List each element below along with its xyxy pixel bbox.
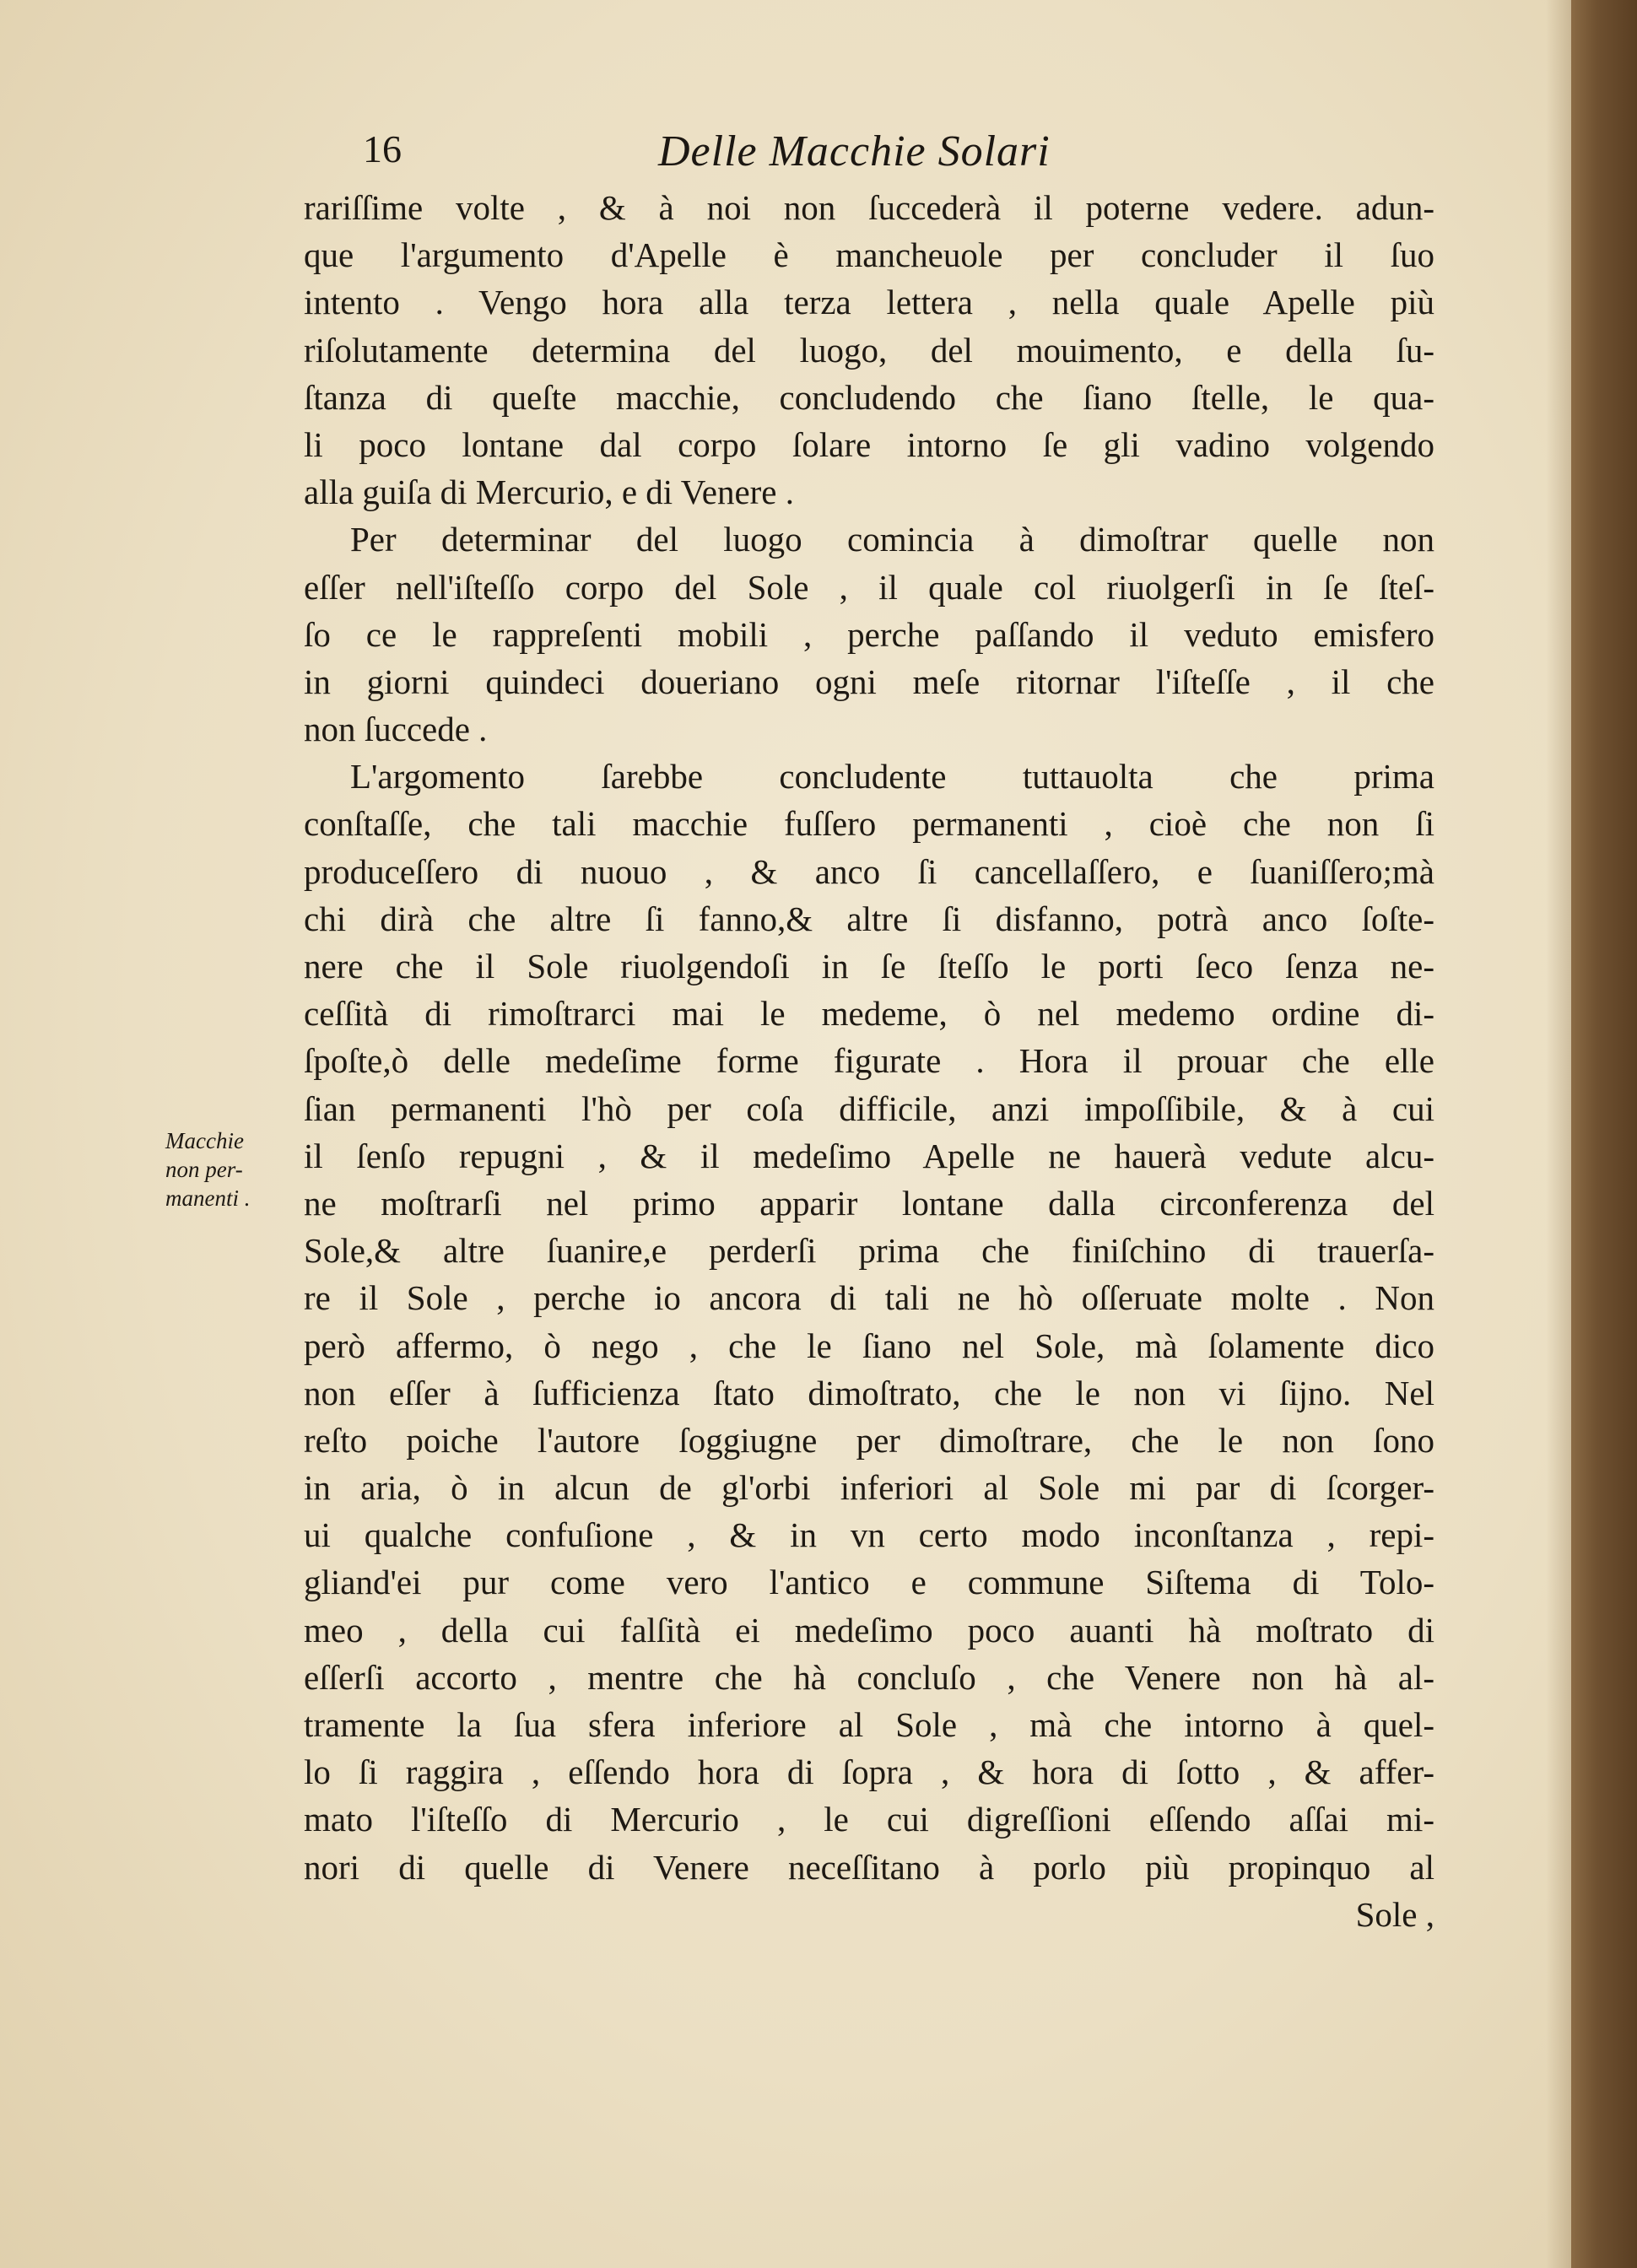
page-number: 16 [363,127,402,170]
text-line: tramente la ſua sfera inferiore al Sole , mà che intorno à quel- [304,1705,1434,1744]
text-line: li poco lontane dal corpo ſolare intorno ſe gli vadino volgendo [304,424,1434,464]
text-line: conſtaſſe, che tali macchie fuſſero permanenti , cioè che non ſi [304,804,1434,844]
text-line: alla guiſa di Mercurio, e di Venere . [304,472,795,512]
text-line: rariſſime volte , & à noi non ſuccederà il poterne vedere. adun- [304,188,1434,227]
body-text [304,184,1434,1938]
text-line: in aria, ò in alcun de gl'orbi inferiori al Sole mi par di ſcorger- [304,1468,1434,1508]
text-line: mato l'iſteſſo di Mercurio , le cui digreſſioni eſſendo aſſai mi- [304,1800,1434,1839]
text-line: nori di quelle di Venere neceſſitano à porlo più propinquo al [304,1847,1434,1887]
text-line: il ſenſo repugni , & il medeſimo Apelle ne hauerà vedute alcu- [304,1136,1434,1175]
text-line: produceſſero di nuouo , & anco ſi cancellaſſero, e ſuaniſſero;mà [304,851,1434,891]
text-line: ſo ce le rappreſenti mobili , perche paſſando il veduto emisfero [304,614,1434,654]
text-line: ſtanza di queſte macchie, concludendo che ſiano ſtelle, le qua- [304,377,1434,417]
marginal-note-line: non per- [165,1157,243,1182]
text-line: Sole,& altre ſuanire,e perderſi prima che finiſchino di trauerſa- [304,1231,1434,1271]
text-line: reſto poiche l'autore ſoggiugne per dimoſtrare, che le non ſono [304,1420,1434,1460]
marginal-note-line: manenti . [165,1185,251,1211]
text-line: que l'argumento d'Apelle è mancheuole per concluder il ſuo [304,235,1434,275]
text-line: non ſuccede . [304,710,488,749]
text-line: Per determinar del luogo comincia à dimoſtrar quelle non [350,520,1434,559]
text-line: però affermo, ò nego , che le ſiano nel Sole, mà ſolamente dico [304,1326,1434,1365]
text-line: lo ſi raggira , eſſendo hora di ſopra , & hora di ſotto , & affer- [304,1752,1434,1792]
text-line: re il Sole , perche io ancora di tali ne hò oſſeruate molte . Non [304,1278,1434,1318]
text-line: L'argomento ſarebbe concludente tuttauolta che prima [350,757,1434,796]
text-line: ſian permanenti l'hò per coſa difficile, anzi impoſſibile, & à cui [304,1088,1434,1128]
running-title: Delle Macchie Solari [658,127,1051,176]
running-head [0,127,1571,186]
text-line: eſſerſi accorto , mentre che hà concluſo , che Venere non hà al- [304,1657,1434,1697]
text-line: riſolutamente determina del luogo, del mouimento, e della ſu- [304,330,1434,370]
marginal-note-line: Macchie [165,1128,244,1153]
text-line: ſpoſte,ò delle medeſime forme figurate . Hora il prouar che elle [304,1041,1434,1081]
text-line: nere che il Sole riuolgendoſi in ſe ſteſſo le porti ſeco ſenza ne- [304,947,1434,986]
text-line: intento . Vengo hora alla terza lettera , nella quale Apelle più [304,283,1434,322]
page-edge [1571,0,1637,2268]
text-line: in giorni quindeci doueriano ogni meſe ritornar l'iſteſſe , il che [304,662,1434,701]
marginal-note [165,1126,300,1212]
text-line: ne moſtrarſi nel primo apparir lontane dalla circonferenza del [304,1183,1434,1223]
text-line: gliand'ei pur come vero l'antico e commune Siſtema di Tolo- [304,1563,1434,1602]
text-line: non eſſer à ſufficienza ſtato dimoſtrato, che le non vi ſijno. Nel [304,1373,1434,1412]
text-line: eſſer nell'iſteſſo corpo del Sole , il quale col riuolgerſi in ſe ſteſ- [304,567,1434,607]
text-line: ceſſità di rimoſtrarci mai le medeme, ò nel medemo ordine di- [304,994,1434,1034]
text-line: ui qualche confuſione , & in vn certo modo inconſtanza , repi- [304,1515,1434,1555]
catchword: Sole , [1355,1894,1434,1934]
text-line: chi dirà che altre ſi fanno,& altre ſi disfanno, potrà anco ſoſte- [304,899,1434,938]
text-line: meo , della cui falſità ei medeſimo poco auanti hà moſtrato di [304,1610,1434,1650]
